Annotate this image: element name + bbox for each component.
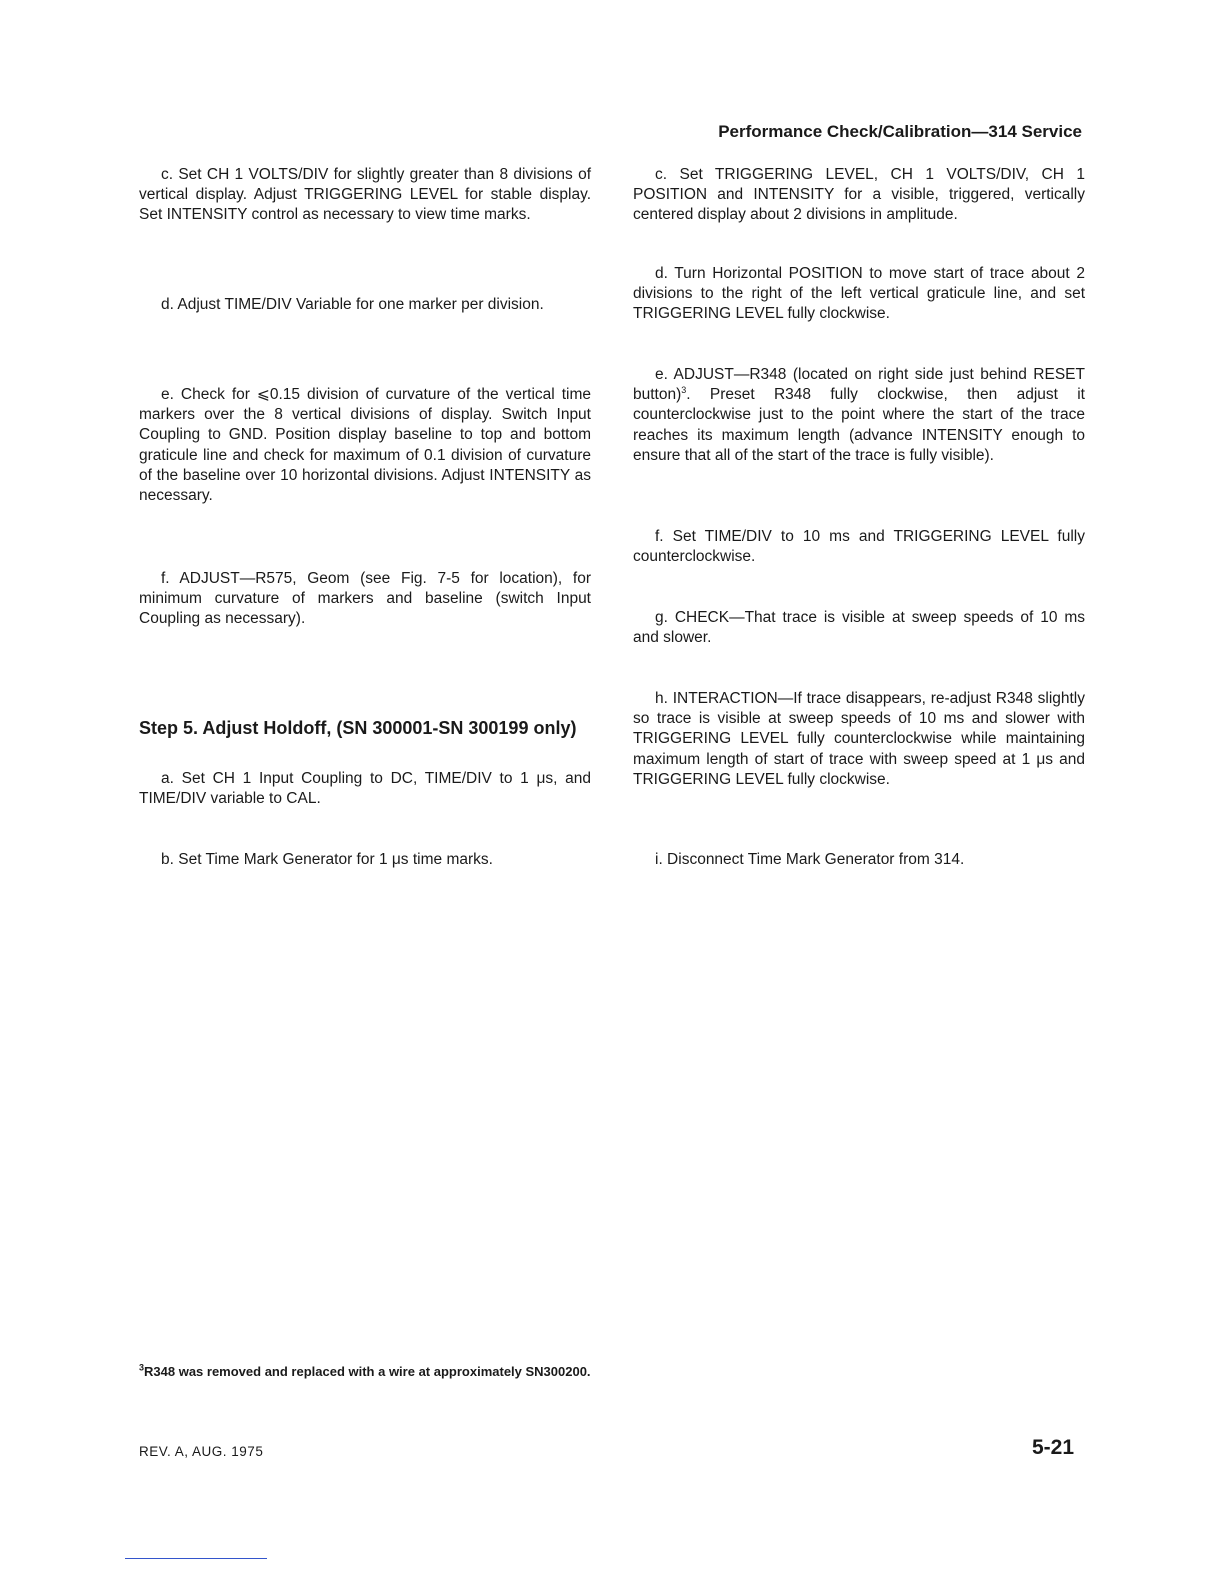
- left-step-f: f. ADJUST—R575, Geom (see Fig. 7-5 for location), for minimum curvature of markers and baseline (switch Input Coupling as necessary).: [139, 570, 591, 628]
- footnote: $^3$R348 was removed and replaced with a wire at approximately SN300200.: [139, 1362, 591, 1379]
- right-step-c: c. Set TRIGGERING LEVEL, CH 1 VOLTS/DIV, CH 1 POSITION and INTENSITY for a visible, triggered, vertically centered display about 2 divisions in amplitude.: [633, 166, 1085, 224]
- step5-heading: Step 5. Adjust Holdoff, (SN 300001-SN 300199 only): [139, 718, 577, 738]
- right-step-f: f. Set TIME/DIV to 10 ms and TRIGGERING LEVEL fully counterclockwise.: [633, 528, 1085, 566]
- step5-a: a. Set CH 1 Input Coupling to DC, TIME/DIV to 1 μs, and TIME/DIV variable to CAL.: [139, 770, 591, 808]
- running-header: Performance Check/Calibration—314 Service: [718, 122, 1082, 141]
- revision-note: REV. A, AUG. 1975: [139, 1444, 264, 1459]
- left-step-d: d. Adjust TIME/DIV Variable for one marker per division.: [161, 296, 544, 313]
- left-step-e: e. Check for ⩽0.15 division of curvature of the vertical time markers over the 8 vertical divisions of display. Switch Input Coupling to GND. Position display baseline to top and bottom graticule line and check for maximum of 0.1 division of curvature of the baseline over 10 horizontal divisions. Adjust INTENSITY as necessary.: [139, 386, 591, 505]
- right-step-g: g. CHECK—That trace is visible at sweep speeds of 10 ms and slower.: [633, 609, 1085, 647]
- footnote-ref: 3: [681, 385, 687, 396]
- page-number: 5-21: [1031, 1436, 1074, 1459]
- right-step-d: d. Turn Horizontal POSITION to move start of trace about 2 divisions to the right of the left vertical graticule line, and set TRIGGERING LEVEL fully clockwise.: [633, 265, 1085, 323]
- left-step-c: c. Set CH 1 VOLTS/DIV for slightly greater than 8 divisions of vertical display. Adjust TRIGGERING LEVEL for stable display. Set INTENSITY control as necessary to view time marks.: [139, 166, 591, 224]
- step5-b: b. Set Time Mark Generator for 1 μs time marks.: [161, 851, 493, 868]
- bottom-rule: [125, 1558, 267, 1559]
- right-step-i: i. Disconnect Time Mark Generator from 314.: [655, 851, 965, 868]
- right-step-h: h. INTERACTION—If trace disappears, re-adjust R348 slightly so trace is visible at sweep speeds of 10 ms and slower with TRIGGERING LEVEL fully counterclockwise while maintaining maximum length of start of trace with sweep speed at 1 μs and TRIGGERING LEVEL fully clockwise.: [633, 690, 1085, 788]
- right-step-e: e. ADJUST—R348 (located on right side just behind RESET button)$^3$. Preset R348 fully clockwise, then adjust it counterclockwise just to the point where the start of the trace reaches its maximum length (advance INTENSITY enough to ensure that all of the start of the trace is fully visible).: [633, 366, 1085, 464]
